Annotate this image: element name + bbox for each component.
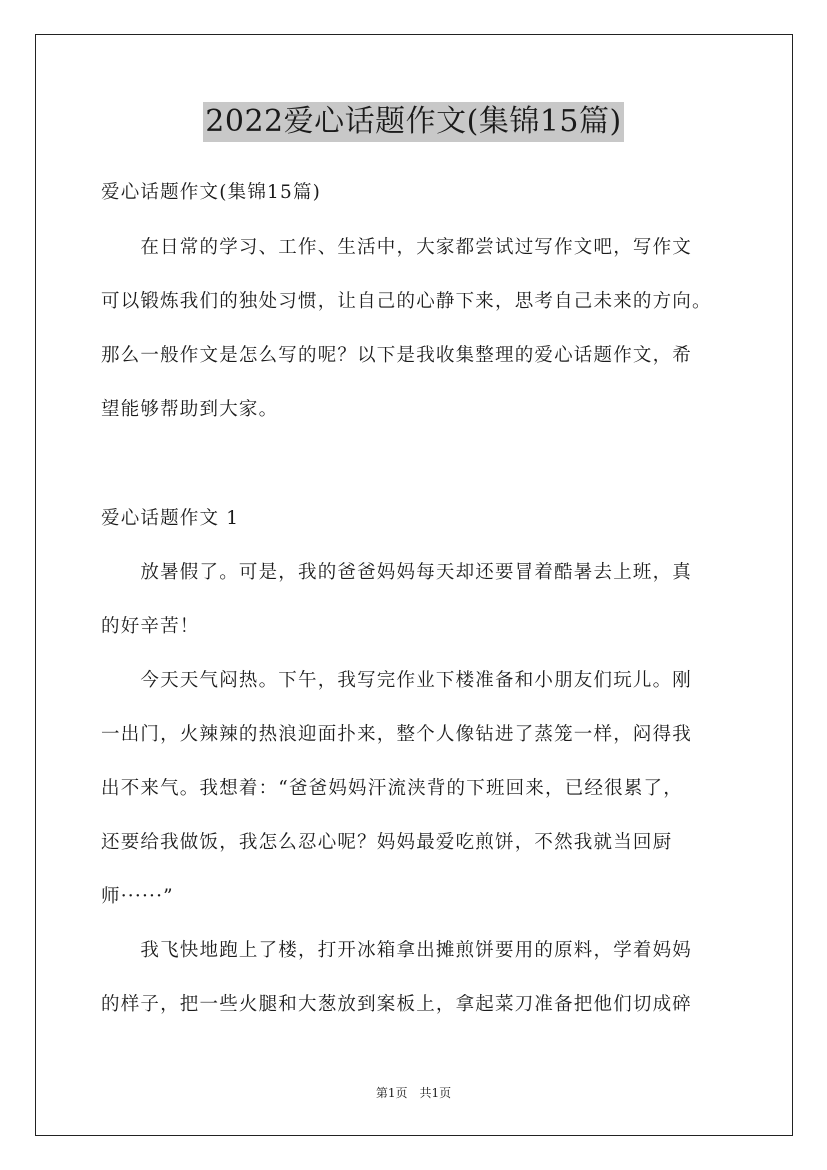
body-line: 的好辛苦！ (101, 616, 200, 637)
body-line: 一出门，火辣辣的热浪迎面扑来，整个人像钻进了蒸笼一样，闷得我 (101, 724, 693, 745)
body-line: 今天天气闷热。下午，我写完作业下楼准备和小朋友们玩儿。刚 (101, 670, 693, 691)
body-line: 的样子，把一些火腿和大葱放到案板上，拿起菜刀准备把他们切成碎 (101, 994, 693, 1015)
document-title: 2022爱心话题作文(集锦15篇) (203, 102, 623, 142)
section-heading: 爱心话题作文 1 (101, 508, 240, 529)
intro-line: 在日常的学习、工作、生活中，大家都尝试过写作文吧，写作文 (101, 237, 693, 258)
body-line: 还要给我做饭，我怎么忍心呢？妈妈最爱吃煎饼，不然我就当回厨 (101, 832, 673, 853)
intro-line: 望能够帮助到大家。 (101, 399, 279, 420)
body-line: 我飞快地跑上了楼，打开冰箱拿出摊煎饼要用的原料，学着妈妈 (101, 940, 693, 961)
body-line: 师······” (101, 886, 174, 907)
intro-line: 那么一般作文是怎么写的呢？以下是我收集整理的爱心话题作文，希 (101, 345, 693, 366)
title-container (0, 102, 827, 142)
body-line: 出不来气。我想着：“爸爸妈妈汗流浃背的下班回来，已经很累了， (101, 778, 683, 799)
intro-line: 可以锻炼我们的独处习惯，让自己的心静下来，思考自己未来的方向。 (101, 291, 712, 312)
subtitle: 爱心话题作文(集锦15篇) (101, 182, 322, 203)
page-number: 第1页 共1页 (375, 1086, 452, 1100)
body-line: 放暑假了。可是，我的爸爸妈妈每天却还要冒着酷暑去上班，真 (101, 562, 693, 583)
